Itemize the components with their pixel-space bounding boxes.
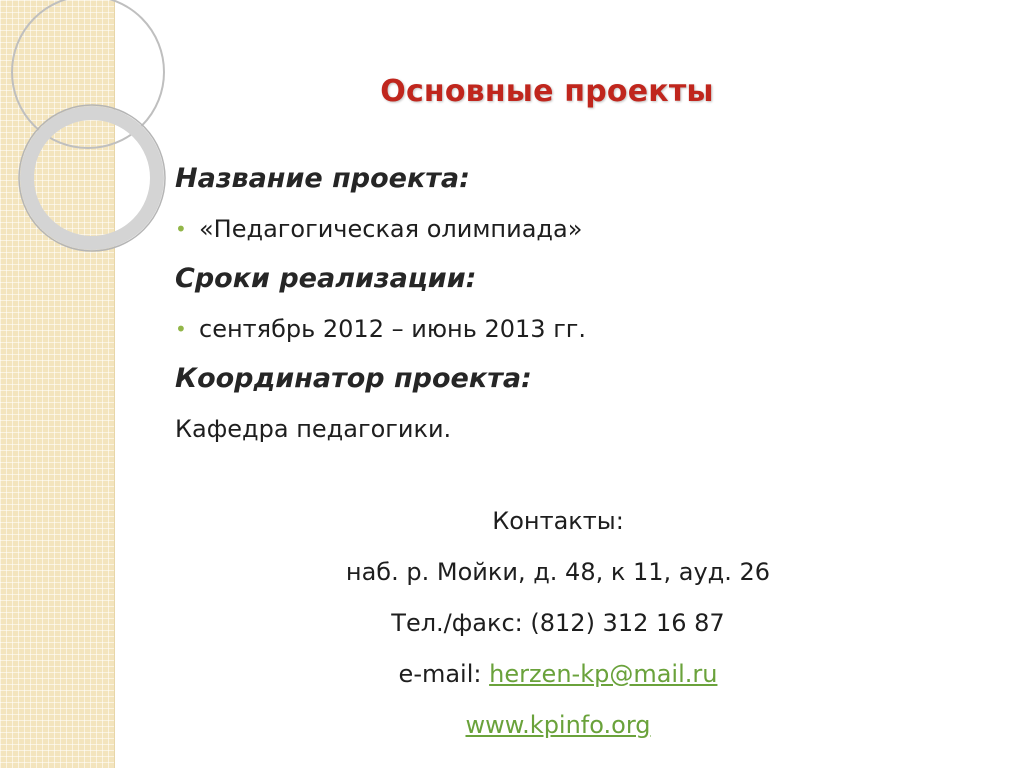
website-line (0, 700, 1024, 751)
bullet-icon: • (175, 217, 187, 241)
project-name-item (175, 204, 975, 254)
address-text: наб. р. Мойки, д. 48, к 11, ауд. 26 (345, 558, 771, 586)
project-details (175, 154, 975, 454)
email-label: e-mail: (398, 660, 490, 688)
slide-title: Основные проекты (380, 74, 714, 109)
email-line (0, 649, 1024, 700)
project-name-value: «Педагогическая олимпиада» (199, 215, 583, 243)
coordinator-value: Кафедра педагогики. (175, 415, 452, 443)
phone-text: Тел./факс: (812) 312 16 87 (391, 609, 725, 637)
coordinator-heading: Координатор проекта: (175, 363, 532, 394)
contacts-block (0, 496, 1024, 751)
contacts-label: Контакты: (492, 507, 624, 535)
bullet-icon: • (175, 317, 187, 341)
timeline-heading: Сроки реализации: (175, 263, 477, 294)
project-name-heading: Название проекта: (175, 163, 470, 194)
email-link[interactable]: herzen-kp@mail.ru (489, 660, 718, 688)
website-link[interactable]: www.kpinfo.org (465, 711, 651, 739)
timeline-item (175, 304, 975, 354)
timeline-value: сентябрь 2012 – июнь 2013 гг. (199, 315, 587, 343)
